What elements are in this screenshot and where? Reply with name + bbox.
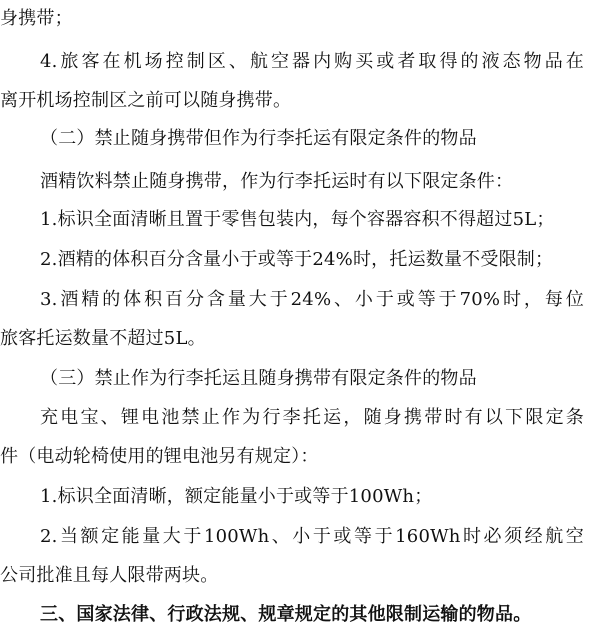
- text-line-1: 身携带；: [0, 8, 73, 29]
- text-line-11: 充电宝、锂电池禁止作为行李托运，随身携带时有以下限定条: [40, 407, 584, 428]
- text-line-15: 公司批准且每人限带两块。: [0, 565, 219, 586]
- text-line-14: 2.当额定能量大于100Wh、小于或等于160Wh时必须经航空: [40, 526, 584, 547]
- text-line-2: 4.旅客在机场控制区、航空器内购买或者取得的液态物品在: [40, 51, 584, 72]
- section-heading-2: （二）禁止随身携带但作为行李托运有限定条件的物品: [40, 128, 477, 149]
- text-line-8: 3.酒精的体积百分含量大于24%、小于或等于70%时，每位: [40, 289, 584, 310]
- text-line-6: 1.标识全面清晰且置于零售包装内，每个容器容积不得超过5L；: [40, 209, 555, 230]
- text-line-13: 1.标识全面清晰，额定能量小于或等于100Wh；: [40, 486, 433, 507]
- text-line-7: 2.酒精的体积百分含量小于或等于24%时，托运数量不受限制；: [40, 249, 554, 270]
- text-line-5: 酒精饮料禁止随身携带，作为行李托运时有以下限定条件：: [40, 171, 514, 192]
- text-line-3: 离开机场控制区之前可以随身携带。: [0, 90, 292, 111]
- text-line-12: 件（电动轮椅使用的锂电池另有规定）：: [0, 446, 319, 467]
- text-line-9: 旅客托运数量不超过5L。: [0, 328, 206, 349]
- section-heading-3: （三）禁止作为行李托运且随身携带有限定条件的物品: [40, 368, 477, 389]
- section-heading-3-main: 三、国家法律、行政法规、规章规定的其他限制运输的物品。: [40, 604, 532, 625]
